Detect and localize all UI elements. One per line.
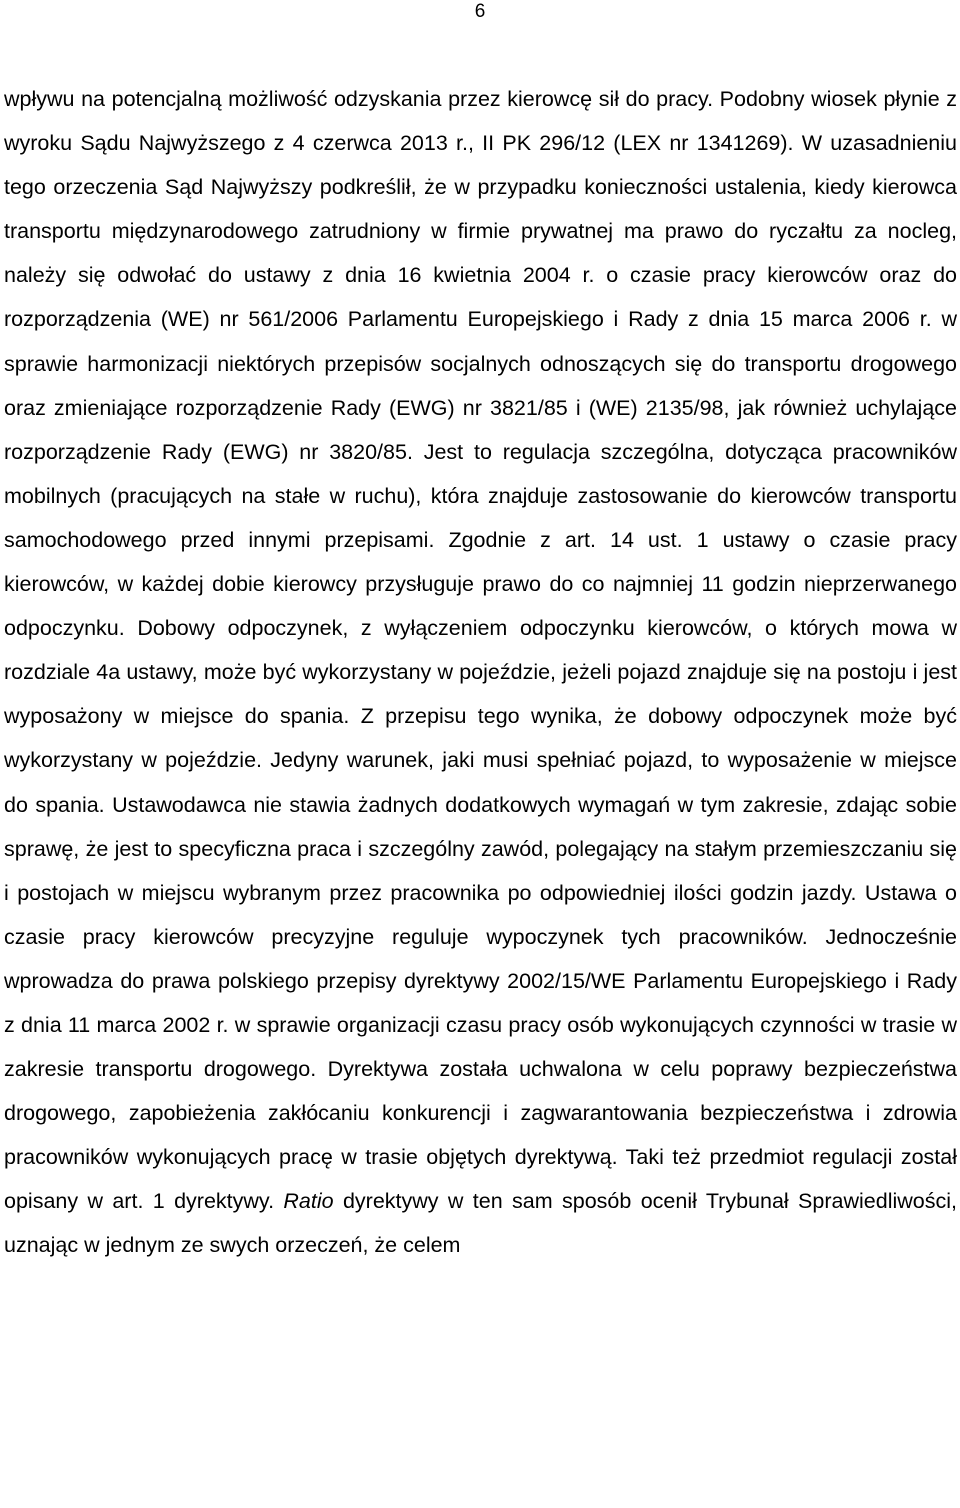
- text-after-ratio: dyrektywy w ten sam sposób ocenił Trybunał Sprawiedliwości, uznając w jednym ze swych orzeczeń, że celem: [4, 1189, 957, 1258]
- page-number: 6: [474, 1, 486, 22]
- text-before-ratio: wpływu na potencjalną możliwość odzyskania przez kierowcę sił do pracy. Podobny wiosek płynie z wyroku Sądu Najwyższego z 4 czerwca 2013 r., II PK 296/12 (LEX nr 1341269). W uzasadnieniu tego orzeczenia Sąd Najwyższy podkreślił, że w przypadku konieczności ustalenia, kiedy kierowca transportu międzynarodowego zatrudniony w firmie prywatnej ma prawo do ryczałtu za nocleg, należy się odwołać do ustawy z dnia 16 kwietnia 2004 r. o czasie pracy kierowców oraz do rozporządzenia (WE) nr 561/2006 Parlamentu Europejskiego i Rady z dnia 15 marca 2006 r. w sprawie harmonizacji niektórych przepisów socjalnych odnoszących się do transportu drogowego oraz zmieniające rozporządzenie Rady (EWG) nr 3821/85 i (WE) 2135/98, jak również uchylające rozporządzenie Rady (EWG) nr 3820/85. Jest to regulacja szczególna, dotycząca pracowników mobilnych (pracujących na stałe w ruchu), która znajduje zastosowanie do kierowców transportu samochodowego przed innymi przepisami. Zgodnie z art. 14 ust. 1 ustawy o czasie pracy kierowców, w każdej dobie kierowcy przysługuje prawo do co najmniej 11 godzin nieprzerwanego odpoczynku. Dobowy odpoczynek, z wyłączeniem odpoczynku kierowców, o których mowa w rozdziale 4a ustawy, może być wykorzystany w pojeździe, jeżeli pojazd znajduje się na postoju i jest wyposażony w miejsce do spania. Z przepisu tego wynika, że dobowy odpoczynek może być wykorzystany w pojeździe. Jedyny warunek, jaki musi spełniać pojazd, to wyposażenie w miejsce do spania. Ustawodawca nie stawia żadnych dodatkowych wymagań w tym zakresie, zdając sobie sprawę, że jest to specyficzna praca i szczególny zawód, polegający na stałym przemieszczaniu się i postojach w miejscu wybranym przez pracownika po odpowiedniej ilości godzin jazdy. Ustawa o czasie pracy kierowców precyzyjne reguluje wypoczynek tych pracowników. Jednocześnie wprowadza do prawa polskiego przepisy dyrektywy 2002/15/WE Parlamentu Europejskiego i Rady z dnia 11 marca 2002 r. w sprawie organizacji czasu pracy osób wykonujących czynności w trasie w zakresie transportu drogowego. Dyrektywa została uchwalona w celu poprawy bezpieczeństwa drogowego, zapobieżenia zakłócaniu konkurencji i zagwarantowania bezpieczeństwa i zdrowia pracowników wykonujących pracę w trasie objętych dyrektywą. Taki też przedmiot regulacji został opisany w art. 1 dyrektywy.: [4, 87, 957, 1214]
- body-paragraph: [4, 77, 957, 1268]
- italic-term-ratio: Ratio: [283, 1189, 334, 1214]
